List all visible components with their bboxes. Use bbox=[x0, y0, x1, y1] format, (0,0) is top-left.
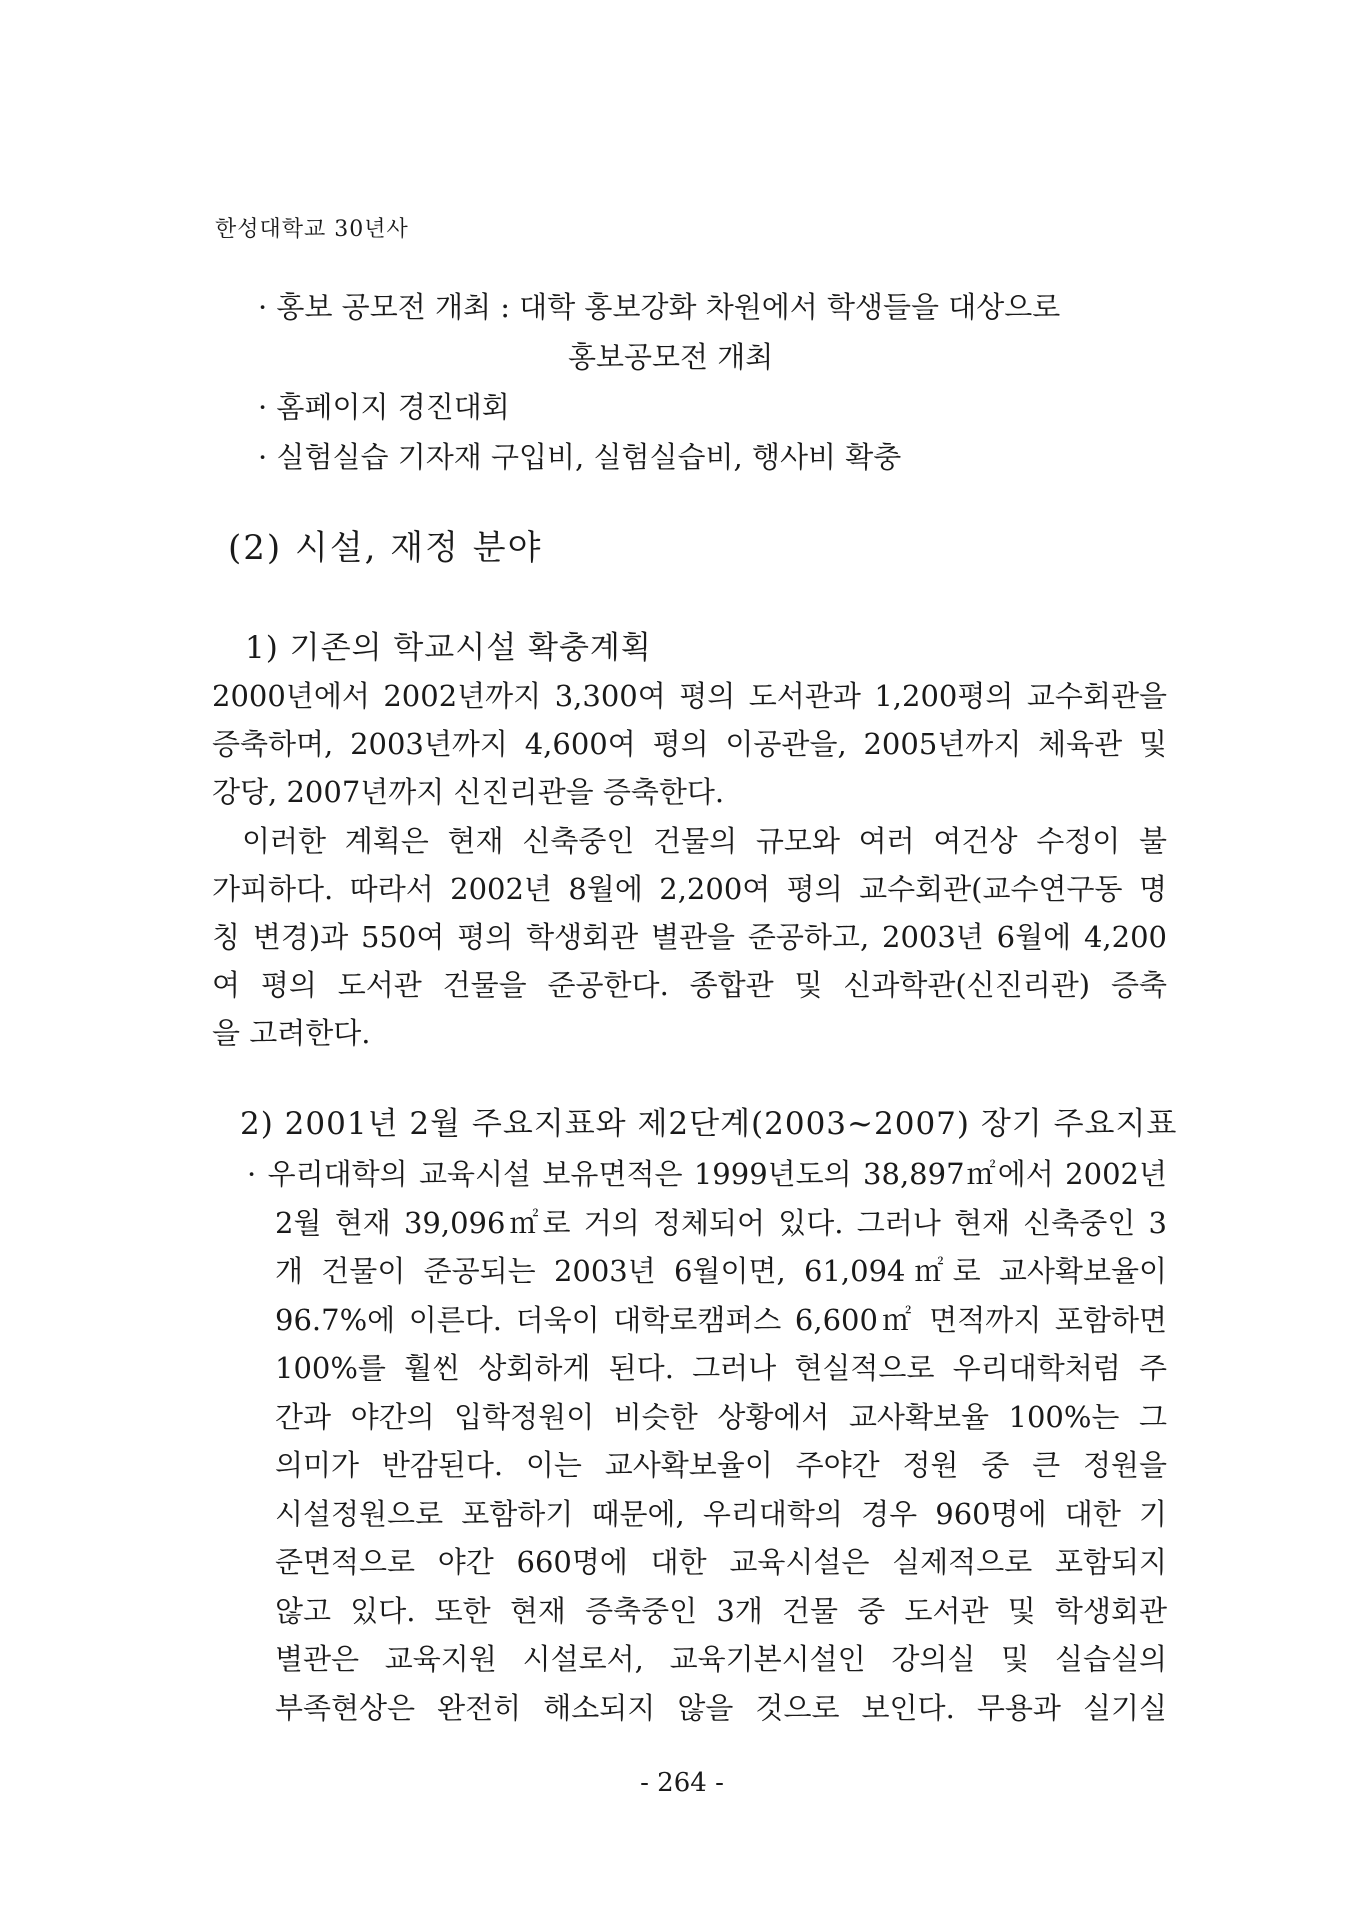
text-line: 별관은 교육지원 시설로서, 교육기본시설인 강의실 및 실습실의 bbox=[275, 1642, 1167, 1676]
text-line: 시설정원으로 포함하기 때문에, 우리대학의 경우 960명에 대한 기 bbox=[275, 1496, 1167, 1531]
subsection-title-2: 2) 2001년 2월 주요지표와 제2단계(2003~2007) 장기 주요지표 bbox=[240, 1106, 1178, 1142]
text-line: 부족현상은 완전히 해소되지 않을 것으로 보인다. 무용과 실기실 bbox=[275, 1690, 1167, 1725]
text-line: 칭 변경)과 550여 평의 학생회관 별관을 준공하고, 2003년 6월에 4,200 bbox=[212, 920, 1167, 954]
top-bullet-list bbox=[258, 282, 1170, 482]
text-line: 않고 있다. 또한 현재 증축중인 3개 건물 중 도서관 및 학생회관 bbox=[275, 1593, 1167, 1628]
text-line: 여 평의 도서관 건물을 준공한다. 종합관 및 신과학관(신진리관) 증축 bbox=[212, 968, 1167, 1002]
text-line: 증축하며, 2003년까지 4,600여 평의 이공관을, 2005년까지 체육관 및 bbox=[212, 727, 1167, 761]
text-line: 을 고려한다. bbox=[212, 1016, 371, 1050]
text-line: 간과 야간의 입학정원이 비슷한 상황에서 교사확보율 100%는 그 bbox=[275, 1399, 1167, 1434]
text-line: 이러한 계획은 현재 신축중인 건물의 규모와 여러 여건상 수정이 불 bbox=[242, 824, 1167, 858]
text-line: · 우리대학의 교육시설 보유면적은 1999년도의 38,897㎡에서 2002년 bbox=[247, 1157, 1167, 1191]
bullet-item-homepage: · 홈페이지 경진대회 bbox=[258, 390, 510, 424]
bullet-item-contest: · 홍보 공모전 개최 : 대학 홍보강화 차원에서 학생들을 대상으로 bbox=[258, 290, 1061, 324]
text-line: 2월 현재 39,096㎡로 거의 정체되어 있다. 그러나 현재 신축중인 3 bbox=[275, 1205, 1167, 1240]
bullet-item-contest-continuation: 홍보공모전 개최 bbox=[568, 340, 774, 374]
text-line: 의미가 반감된다. 이는 교사확보율이 주야간 정원 중 큰 정원을 bbox=[275, 1448, 1167, 1482]
bullet-item-equipment: · 실험실습 기자재 구입비, 실험실습비, 행사비 확충 bbox=[258, 440, 902, 474]
text-line: 96.7%에 이른다. 더욱이 대학로캠퍼스 6,600㎡ 면적까지 포함하면 bbox=[275, 1302, 1167, 1337]
subsection-title-1: 1) 기존의 학교시설 확충계획 bbox=[245, 630, 652, 666]
text-line: 100%를 훨씬 상회하게 된다. 그러나 현실적으로 우리대학처럼 주 bbox=[275, 1351, 1167, 1385]
running-header: 한성대학교 30년사 bbox=[215, 217, 409, 242]
text-line: 강당, 2007년까지 신진리관을 증축한다. bbox=[212, 775, 725, 809]
subsection1-paragraph-2 bbox=[212, 817, 1167, 1057]
subsection1-paragraph-1 bbox=[212, 672, 1167, 816]
page-number: - 264 - bbox=[640, 1768, 724, 1798]
text-line: 개 건물이 준공되는 2003년 6월이면, 61,094㎡로 교사확보율이 bbox=[275, 1254, 1167, 1288]
section-title: (2) 시설, 재정 분야 bbox=[228, 528, 543, 568]
text-line: 가피하다. 따라서 2002년 8월에 2,200여 평의 교수회관(교수연구동 명 bbox=[212, 872, 1167, 906]
subsection2-bullet-paragraph bbox=[247, 1150, 1167, 1732]
text-line: 준면적으로 야간 660명에 대한 교육시설은 실제적으로 포함되지 bbox=[275, 1545, 1167, 1579]
text-line: 2000년에서 2002년까지 3,300여 평의 도서관과 1,200평의 교수회관을 bbox=[212, 679, 1167, 713]
